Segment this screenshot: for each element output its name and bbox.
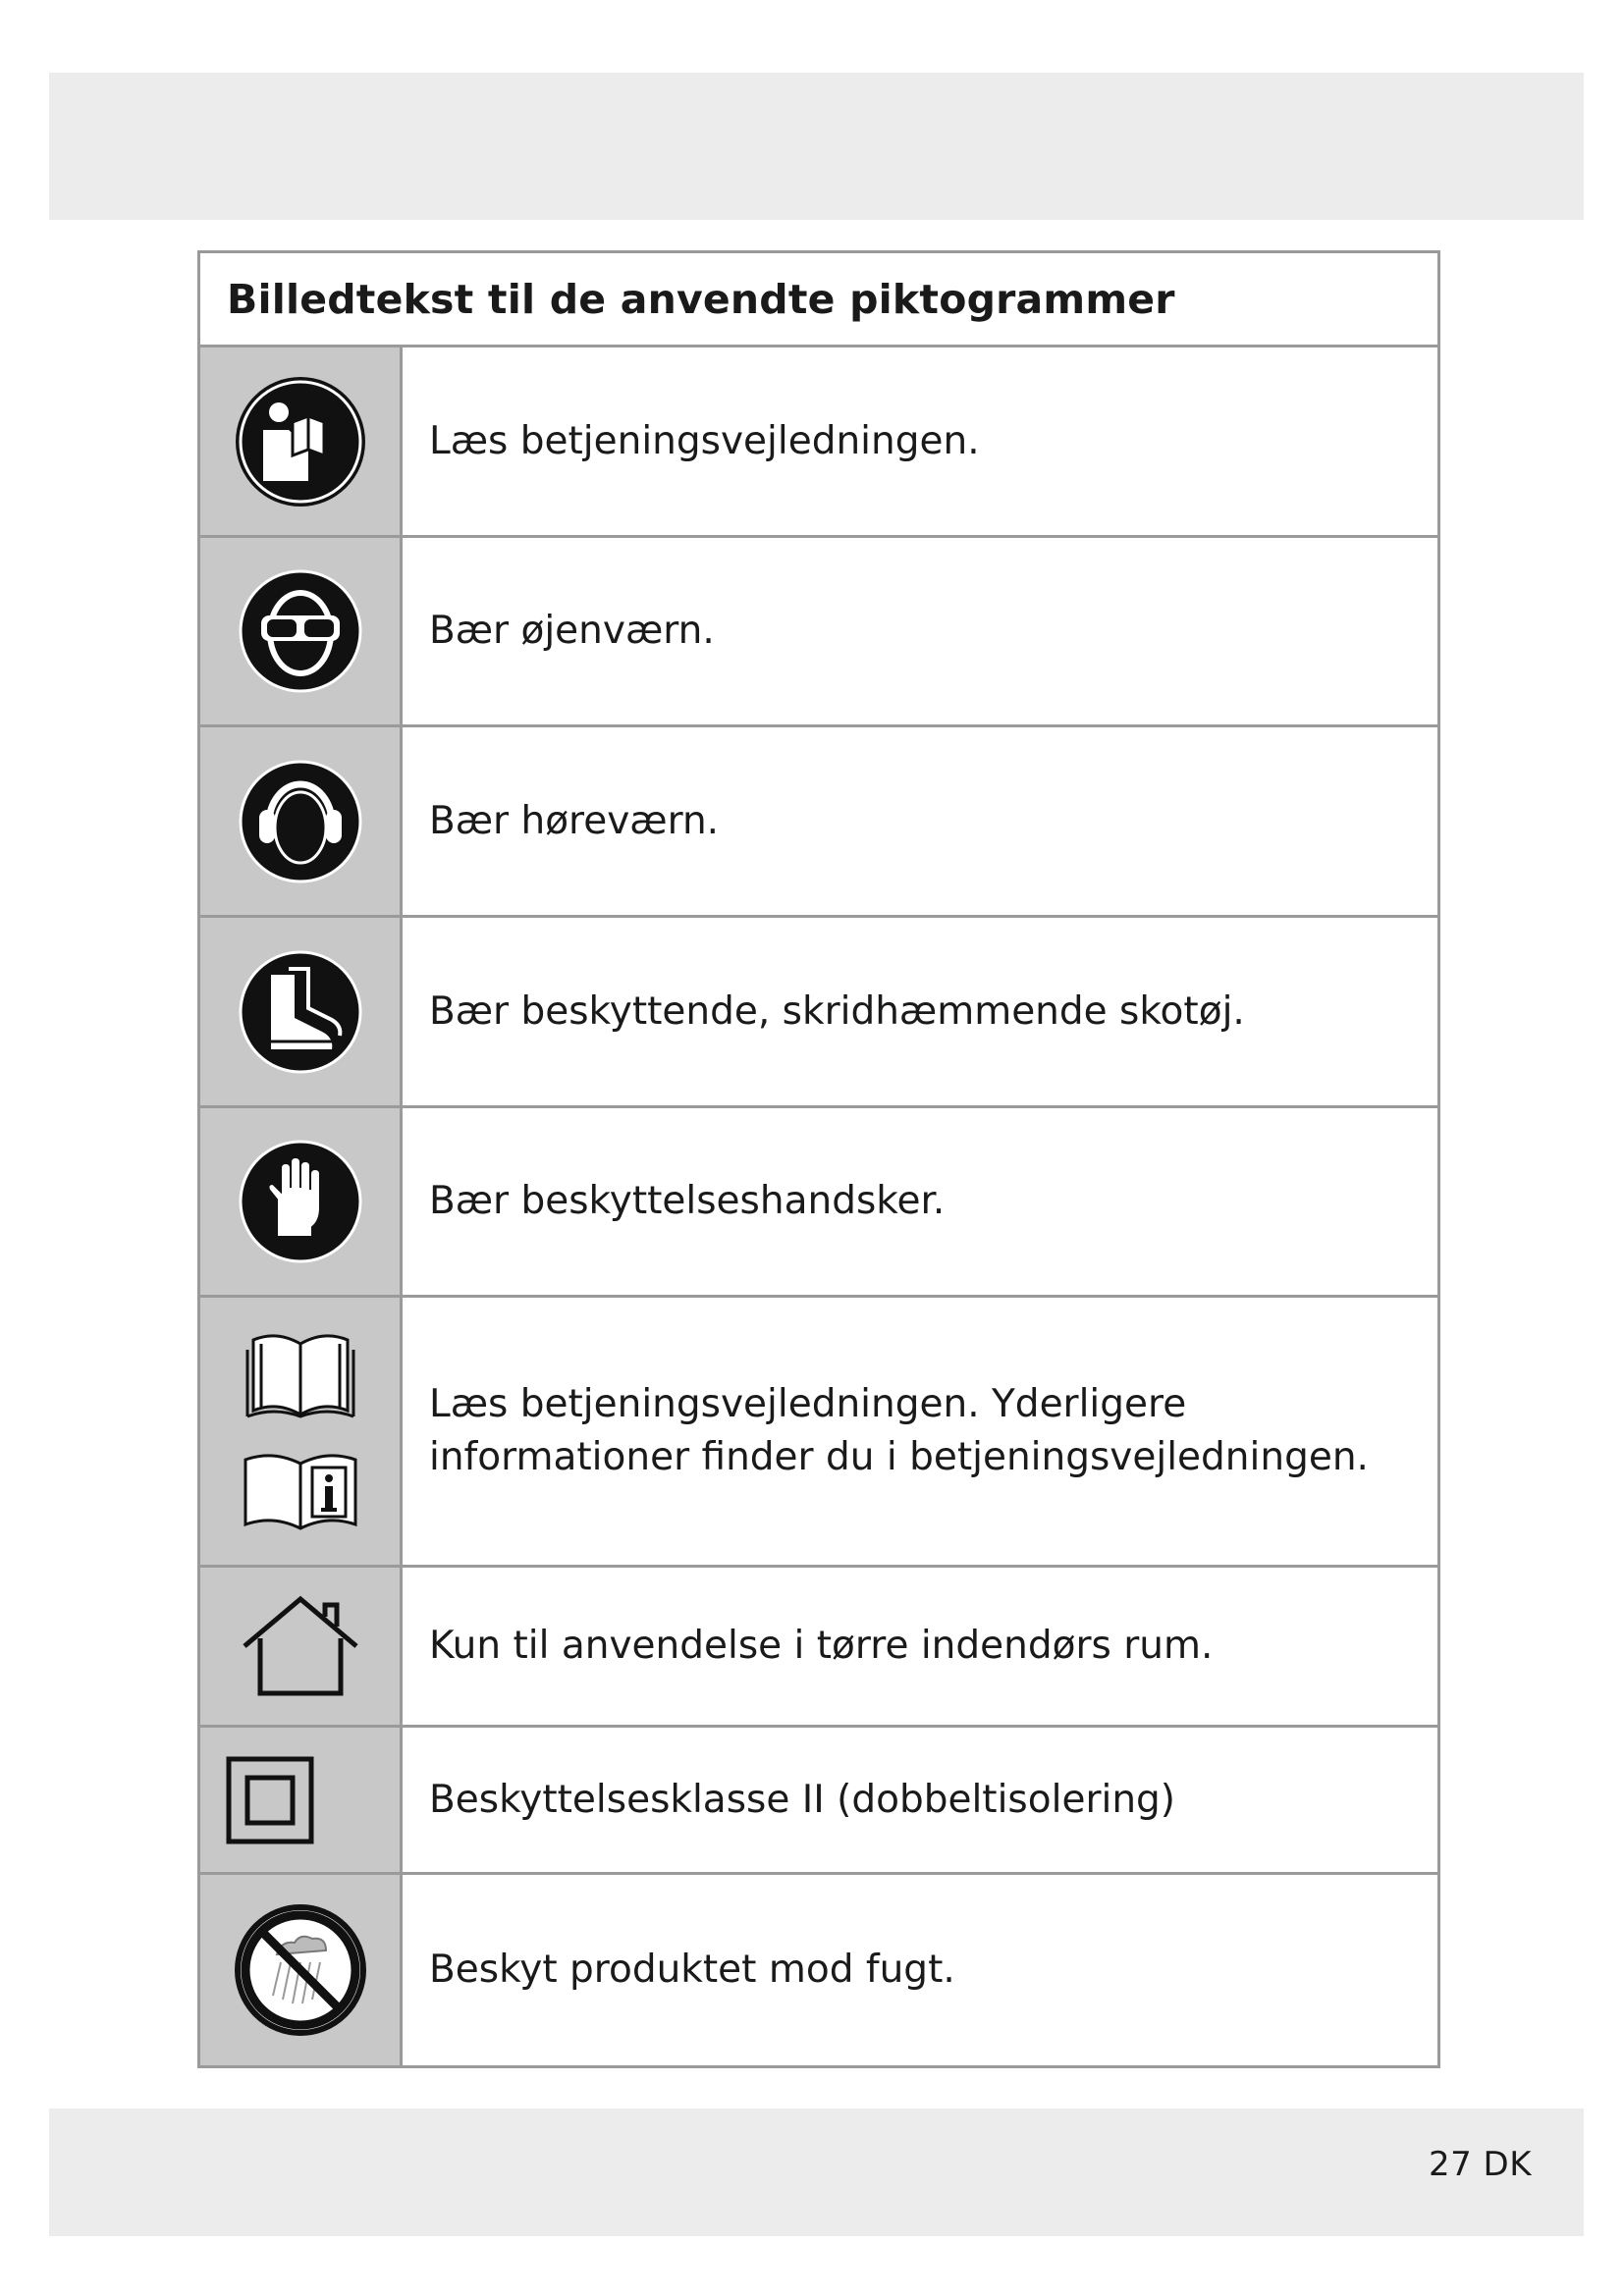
indoor-house-icon xyxy=(239,1593,362,1699)
legend-row xyxy=(200,727,1437,918)
hearing-protection-icon xyxy=(234,755,367,888)
legend-row-text: Beskyttelsesklasse II (dobbeltisolering) xyxy=(429,1777,1176,1822)
legend-row-text: Bær beskyttelseshandsker. xyxy=(429,1179,946,1223)
icon-cell xyxy=(200,1108,403,1295)
gloves-icon xyxy=(234,1135,367,1268)
legend-row xyxy=(200,1728,1437,1875)
header-band xyxy=(49,73,1584,220)
legend-row-text: Bær øjenværn. xyxy=(429,609,715,653)
footer-band xyxy=(49,2109,1584,2236)
icon-cell xyxy=(200,727,403,915)
icon-cell xyxy=(200,1298,403,1565)
legend-row xyxy=(200,1108,1437,1298)
legend-row-text: Læs betjeningsvejledningen. xyxy=(429,418,980,463)
legend-row-text: Kun til anvendelse i tørre indendørs rum. xyxy=(429,1624,1214,1668)
safety-boots-icon xyxy=(234,945,367,1079)
legend-row xyxy=(200,1298,1437,1568)
legend-row xyxy=(200,1568,1437,1728)
icon-cell xyxy=(200,918,403,1105)
legend-row-text: Læs betjeningsvejledningen. Yderligere informationer finder du i betjeningsvejledningen. xyxy=(429,1382,1369,1479)
icon-cell xyxy=(200,1875,403,2065)
legend-row xyxy=(200,1875,1437,2065)
legend-title: Billedtekst til de anvendte piktogrammer xyxy=(227,275,1175,323)
legend-row-text: Bær beskyttende, skridhæmmende skotøj. xyxy=(429,988,1245,1034)
read-manual-icon xyxy=(234,375,367,508)
legend-row xyxy=(200,347,1437,538)
pictogram-legend-table xyxy=(197,250,1440,2068)
legend-row xyxy=(200,538,1437,727)
eye-protection-icon xyxy=(234,564,367,698)
icon-cell xyxy=(200,347,403,535)
protect-from-moisture-icon xyxy=(232,1901,369,2039)
legend-header xyxy=(200,253,1437,347)
manual-info-icon xyxy=(242,1450,359,1532)
icon-cell xyxy=(200,538,403,724)
open-manual-icon xyxy=(242,1330,359,1424)
icon-cell xyxy=(200,1728,403,1872)
legend-row-text: Bær høreværn. xyxy=(429,798,720,843)
page-number: 27 DK xyxy=(1428,2145,1532,2184)
legend-row xyxy=(200,918,1437,1108)
legend-row-text: Beskyt produktet mod fugt. xyxy=(429,1948,955,1992)
protection-class-ii-icon xyxy=(226,1756,314,1844)
icon-cell xyxy=(200,1568,403,1725)
